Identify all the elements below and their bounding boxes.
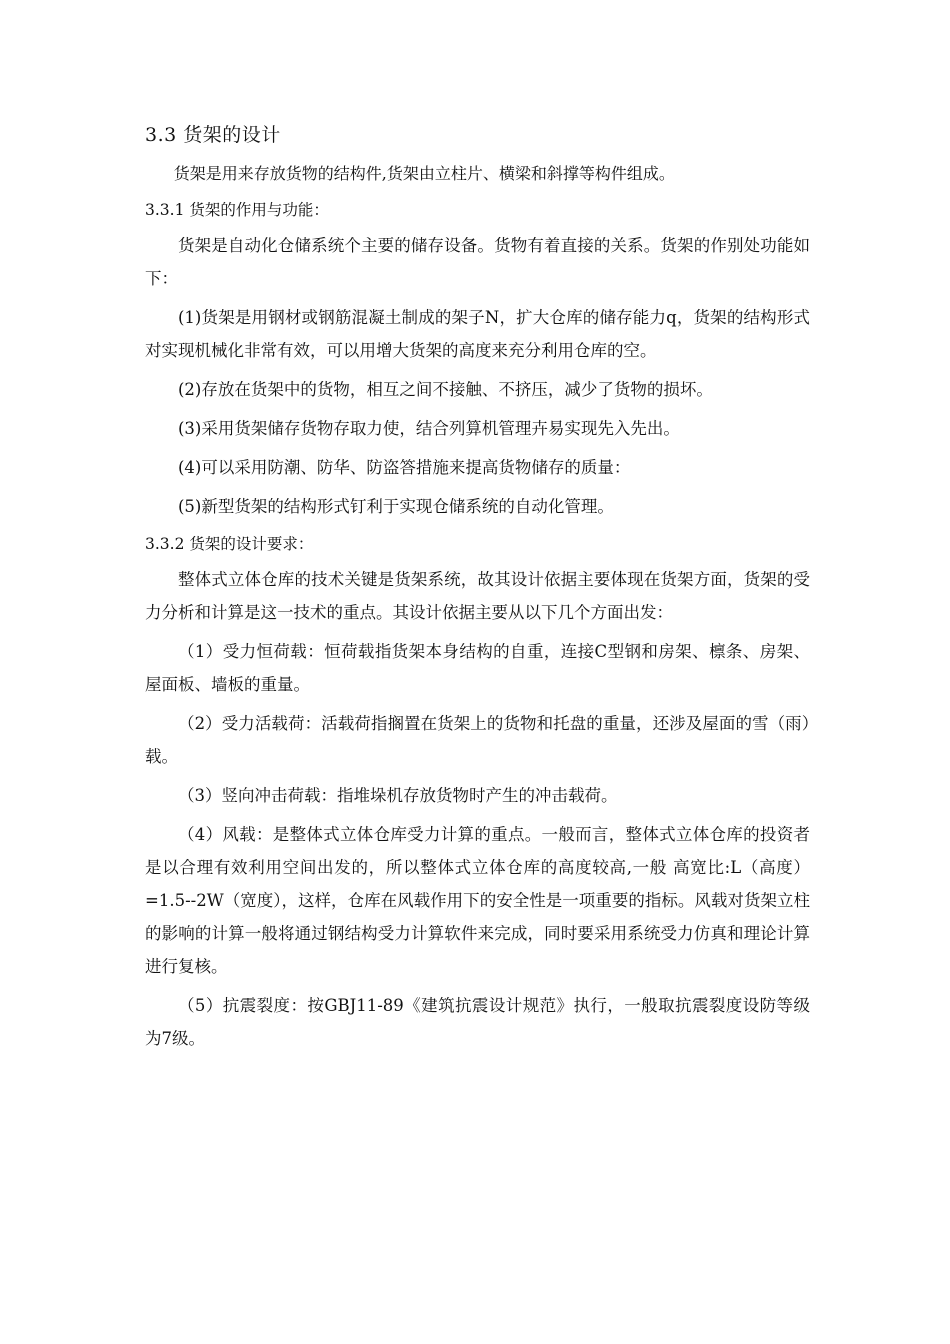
function-item-2: (2)存放在货架中的货物，相互之间不接触、不挤压，减少了货物的损坏。 — [178, 380, 713, 399]
requirement-item-5: （5）抗震裂度：按GBJ11-89《建筑抗震设计规范》执行，一般取抗震裂度设防等级为7级。 — [145, 996, 810, 1048]
function-item-3: (3)采用货架储存货物存取力使，结合列算机管理卉易实现先入先出。 — [178, 419, 680, 438]
section-intro: 货架是用来存放货物的结构件,货架由立柱片、横梁和斜撑等构件组成。 — [173, 164, 675, 183]
requirement-item-1: （1）受力恒荷载：恒荷载指货架本身结构的自重，连接C型钢和房架、檩条、房架、屋面板、墙板的重量。 — [145, 642, 810, 694]
function-item-5: (5)新型货架的结构形式钉利于实现仓储系统的自动化管理。 — [178, 497, 614, 516]
subsection-1-title: 3.3.1 货架的作用与功能： — [145, 201, 329, 219]
section-title: 3.3 货架的设计 — [145, 124, 281, 146]
document-body — [145, 119, 810, 1061]
requirement-item-2: （2）受力活载荷：活载荷指搁置在货架上的货物和托盘的重量，还涉及屋面的雪（雨）载。 — [145, 714, 810, 766]
requirement-item-3: （3）竖向冲击荷载：指堆垛机存放货物时产生的冲击载荷。 — [178, 786, 618, 805]
requirement-item-4: （4）风载：是整体式立体仓库受力计算的重点。一般而言，整体式立体仓库的投资者是以合理有效利用空间出发的，所以整体式立体仓库的高度较高,一般 高宽比:L（高度）=1.5--2W（宽度），这样，仓库在风载作用下的安全性是一项重要的指标。风载对货架立柱的影响的计算一般将通过钢结构受力计算软件来完成，同时要采用系统受力仿真和理论计算进行复核。 — [145, 825, 810, 976]
subsection-2-title: 3.3.2 货架的设计要求： — [145, 535, 314, 553]
subsection-2-intro: 整体式立体仓库的技术关键是货架系统，故其设计依据主要体现在货架方面，货架的受力分析和计算是这一技术的重点。其设计依据主要从以下几个方面出发： — [145, 570, 810, 622]
function-item-4: (4)可以采用防潮、防华、防盗答措施来提高货物储存的质量： — [178, 458, 631, 477]
subsection-1-intro: 货架是自动化仓储系统个主要的储存设备。货物有着直接的关系。货架的作别处功能如下： — [145, 236, 810, 288]
function-item-1: (1)货架是用钢材或钢筋混凝土制成的架子N，扩大仓库的储存能力q，货架的结构形式对实现机械化非常有效，可以用增大货架的高度来充分利用仓库的空。 — [145, 308, 810, 360]
